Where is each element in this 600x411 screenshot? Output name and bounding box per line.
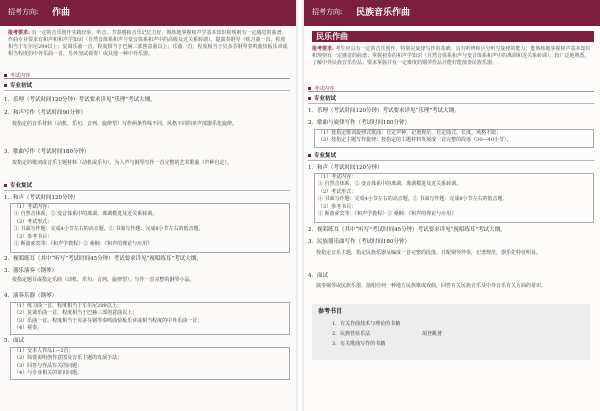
bullet-icon [4, 84, 7, 87]
item-box [314, 173, 594, 223]
reference-item: 2．民族管弦乐法 [332, 331, 371, 337]
box-line: （4）与专业相关的常识问题。 [14, 370, 83, 377]
item-description: 按指定的歌词或音乐主题材料（动机或乐句），为人声与钢琴写作一首完整的艺术歌曲（声种自定）。 [12, 160, 233, 166]
list-item: 3．歌曲写作（考试时间180分钟） [4, 149, 90, 155]
item-box [314, 129, 594, 148]
item-description: 按指定题目或指定乐曲（动机、乐句、音列、旋律型），写作一首完整的钢琴小品。 [12, 277, 195, 283]
box-line: ① 书面写作题：完成4小节左右的高音题，② 书面写作题：完成8小节左右的低音题。 [14, 226, 204, 233]
section-label: 考试内容 [314, 86, 335, 92]
box-line: （2）考试形式： [14, 218, 53, 225]
list-item: 2．视唱练耳（其中“听写”考试时间45分钟）考试要求详见“视唱练耳”考试大纲。 [308, 227, 506, 233]
list-item: 3．民族器乐曲写作（考试时间180分钟） [308, 239, 410, 245]
list-item: 3．器乐演奏（钢琴） [4, 268, 57, 274]
reference-title: 参考书目 [318, 308, 343, 315]
list-item: 2．和声写作（考试时间90分钟） [4, 110, 86, 116]
right-header [304, 0, 600, 26]
section-label: 考试内容 [10, 73, 31, 79]
book-gutter [296, 0, 304, 411]
bullet-icon [4, 74, 7, 77]
section-header [308, 85, 594, 92]
list-item: 4．面试 [308, 273, 328, 279]
box-line: （2）考试形式： [318, 188, 357, 195]
exam-title: 作曲 [52, 8, 71, 18]
requirements [312, 46, 592, 67]
left-header [0, 0, 296, 26]
bullet-icon [308, 97, 311, 100]
box-line: （3）参考书目： [318, 203, 357, 210]
retest-title: 专业复试 [4, 182, 290, 191]
list-item: 1．和声（考试时间120分钟） [4, 195, 79, 201]
item-description: 按指定的音乐材料（动机、乐句、音列、旋律型）写作两条性线不同、风格不同的单声部器乐化旋律。 [12, 121, 238, 127]
requirements [8, 30, 288, 58]
reference-box [312, 304, 590, 360]
box-line: （1）按指定歌词旋律式歌曲：自定声种，记谱规范，自定曲式、长度，风格不限； [318, 130, 502, 136]
box-line: ① 自然音体系，② 变音体系中的离调、离调模进及近关系转调。 [318, 181, 462, 188]
box-line: （2）复调乐曲一首，程度相当于巴赫三部创意曲以上； [14, 310, 138, 317]
box-line: （3）乐曲一首，程度相当于贝多芬钢琴奏鸣曲快板乐章或相当程度的中外乐曲一首； [14, 317, 203, 324]
bullet-icon [4, 184, 7, 187]
box-line: （1）考试内容： [318, 174, 357, 180]
requirements-label: 报考要求: [312, 46, 334, 52]
reference-item: 3．有关歌曲写作的书籍 [332, 341, 386, 347]
requirements-label: 报考要求: [8, 30, 30, 36]
list-item: 2．歌曲与旋律写作（考试时间180分钟） [308, 120, 410, 126]
box-line: （2）按指定主题写作旋律：按指定的主题材料发展成一首完整的段落（30—40小节）。 [318, 137, 512, 144]
section-header [4, 72, 290, 79]
prelim-title: 专业初试 [4, 82, 290, 91]
list-item: 1．乐理（考试时间120分钟）考试要求详见“乐理”考试大纲。 [4, 97, 156, 103]
exam-title: 民族音乐作曲 [356, 8, 411, 18]
requirements-text: 有一定的音乐创作实践经验，听音、节奏感和音乐记忆力好，熟练地掌握和声学基本知识和规则有一定感觉的曲谱，作曲专业要求有和声和和声学知识（自然音体系和声与变音体系和声中的高级及近关系转调），提演奏钢琴（练习曲一首、程度相当于车尔尼299以上；复调乐曲一首，程度相当于巴赫三部创意曲以上；乐曲一首，程度相当于贝多芬钢琴奏鸣曲快板乐章或相当程度的中外乐曲一首，另外加试视奏）或其他一种中外乐器。 [8, 30, 288, 57]
right-page [304, 0, 600, 411]
requirements-text: 考生应具有一定的音乐创作，特别是旋律写作的基础；具有听辨和区分听写旋律的能力；能熟练地掌握和声基本知识和规则有一定感觉的曲谱；掌握初步的和声学知识（自然音体系和声与变音体系和声中的离调和近关系转调）；较广泛地熟悉，了解中外民族音乐作品；要求掌握并有一定难度的钢琴作品并能好能演奏民族乐器。 [312, 46, 591, 66]
box-line: （1）练习曲一首，程度相当于车尔尼299以上； [14, 303, 122, 309]
list-item: 4．演奏乐器（钢琴） [4, 293, 57, 299]
box-line: （1）考试内容： [14, 204, 53, 210]
list-item: 1．和声（考试时间120分钟） [308, 165, 383, 171]
item-box [10, 302, 290, 335]
box-line: ① 斯波索宾等：《和声学教程》② 桑桐：《和声的理论与应用》 [14, 241, 153, 248]
item-box [10, 347, 290, 380]
category-banner: 民乐作曲 [312, 31, 594, 42]
box-line: ① 斯波索宾等：《和声学教程》② 桑桐：《和声的理论与应用》 [318, 211, 457, 218]
box-line: ① 书面写作题：完成4小节左右的高音题，② 书面写作题：完成8小节左右的低音题。 [318, 196, 508, 203]
box-line: （2）简要说明创作意图及音乐主题的发展手法； [14, 355, 123, 362]
box-line: （4）视奏。 [14, 325, 43, 332]
box-line: （3）参考书目： [14, 233, 53, 240]
item-box [10, 203, 290, 253]
item-description: 按指定音乐主题，指定民族乐器及编成一首完整的段落，并配钢琴伴奏，记谱规范，器乐化特征明显。 [316, 250, 542, 256]
prelim-title: 专业初试 [308, 95, 594, 104]
list-item: 5．面试 [4, 338, 24, 344]
exam-prefix: 招考方向: [8, 8, 39, 16]
bullet-icon [308, 87, 311, 90]
list-item: 2．视唱练耳（其中“听写”考试时间45分钟）考试要求详见“视唱练耳”考试大纲。 [4, 256, 202, 262]
box-line: （3）回答与作品有关的问题； [14, 362, 83, 369]
box-line: （1）交本人作品1—2首； [14, 348, 74, 354]
box-line: ① 自然音体系，② 变音体系中的离调、离调模进及近关系转调。 [14, 211, 158, 218]
retest-title: 专业复试 [308, 152, 594, 161]
bullet-icon [308, 154, 311, 157]
exam-prefix: 招考方向: [312, 8, 343, 16]
item-description: 演奏钢琴或民族乐器，演唱任何一种地方民族歌或戏曲，回答有关民族音乐及中外音乐有关方面的常识。 [316, 283, 547, 289]
reference-item: 1．有关作曲技术与理论的书籍 [332, 321, 401, 327]
reference-author: 胡登跳著 [422, 331, 443, 337]
left-page [0, 0, 296, 411]
list-item: 1．乐理（考试时间120分钟）考试要求详见“乐理”考试大纲。 [308, 108, 460, 114]
